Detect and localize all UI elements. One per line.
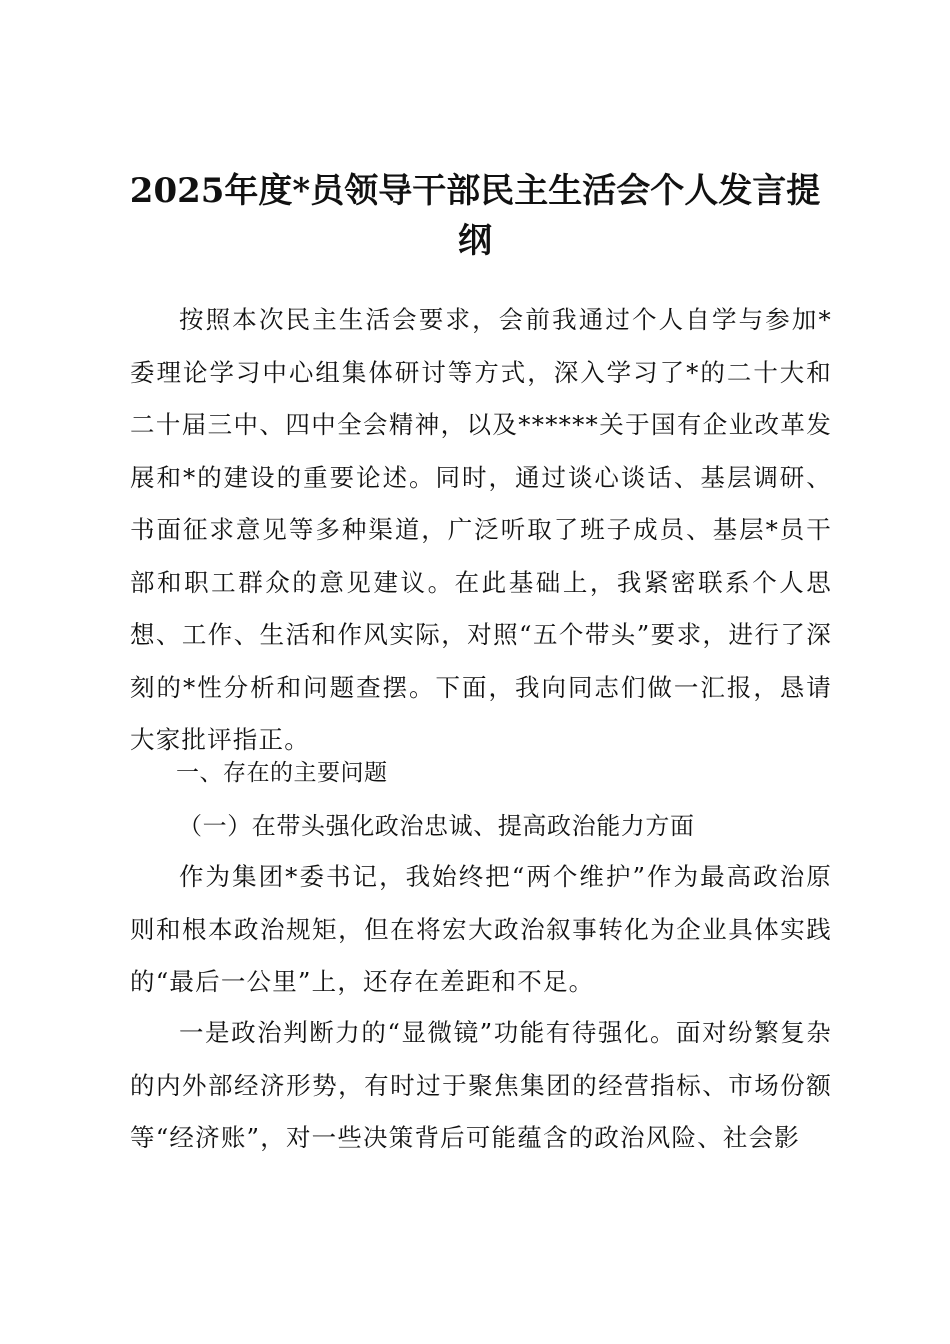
subsection-heading: （一）在带头强化政治忠诚、提高政治能力方面 — [178, 812, 695, 840]
document-title: 2025年度*员领导干部民主生活会个人发言提纲 — [129, 171, 821, 261]
intro-paragraph: 按照本次民主生活会要求，会前我通过个人自学与参加*委理论学习中心组集体研讨等方式，深入学习了*的二十大和二十届三中、四中全会精神，以及******关于国有企业改革发展和*的建设的重要论述。同时，通过谈心谈话、基层调研、书面征求意见等多种渠道，广泛听取了班子成员、基层*员干部和职工群众的意见建议。在此基础上，我紧密联系个人思想、工作、生活和作风实际，对照“五个带头”要求，进行了深刻的*性分析和问题查摆。下面，我向同志们做一汇报，恳请大家批评指正。 — [130, 305, 832, 754]
section-heading: 一、存在的主要问题 — [176, 760, 388, 786]
body-paragraph: 作为集团*委书记，我始终把“两个维护”作为最高政治原则和根本政治规矩，但在将宏大政治叙事转化为企业具体实践的“最后一公里”上，还存在差距和不足。 — [130, 862, 832, 996]
body-paragraph: 一是政治判断力的“显微镜”功能有待强化。面对纷繁复杂的内外部经济形势，有时过于聚焦集团的经营指标、市场份额等“经济账”，对一些决策背后可能蕴含的政治风险、社会影 — [130, 1018, 832, 1152]
